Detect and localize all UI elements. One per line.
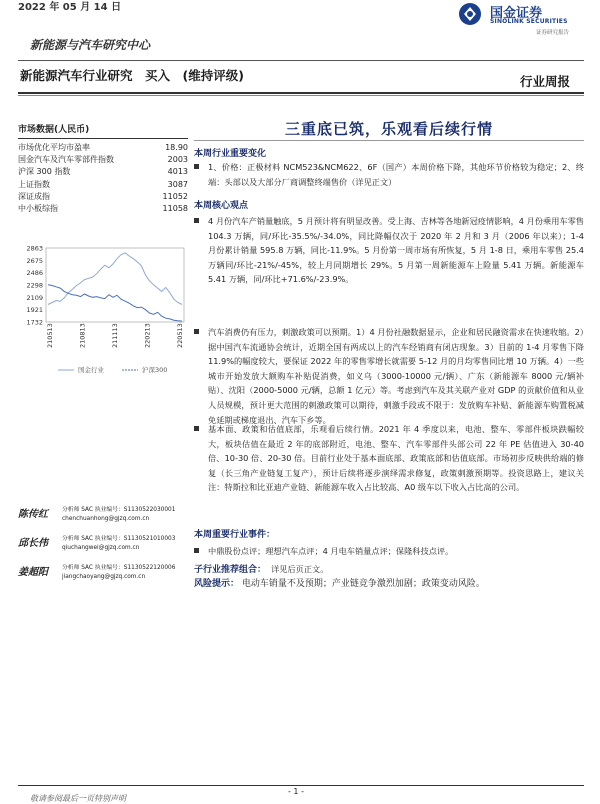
view-text-1: 4 月份汽车产销量触底，5 月预计将有明显改善。受上海、吉林等各地新冠疫情影响，4 月份乘用车零售 104.3 万辆，同/环比-35.5%/-34.0%，同比降幅仅次于 2020 年 2 月和 3 月（2006 年以来）；1-4 月份累计销量 595.8 万辆，同比-11.9%。5 月份第一周市场有所恢复，5 月 1-8 日，乘用车零售 25.4 万辆同/环比-21%/-45%，较上月同期增长 29%。5 月第一周新能源车上险量 5.41 万辆。新能源车 5.41 万辆，同/环比+71.6%/-23.9%。 — [208, 216, 584, 285]
x-tick-label: 211113 — [111, 323, 119, 348]
report-title: 三重底已筑，乐观看后续行情 — [284, 120, 493, 138]
market-row — [18, 142, 188, 154]
title-underline — [194, 140, 584, 141]
market-label: 沪深 300 指数 — [18, 167, 71, 177]
market-row — [18, 191, 188, 203]
title-divider — [18, 92, 584, 94]
y-tick-label: 2675 — [26, 256, 43, 265]
market-value: 11058 — [162, 204, 188, 214]
market-data — [18, 122, 188, 215]
events-item — [194, 544, 584, 558]
market-title: 市场数据(人民币) — [18, 125, 90, 135]
market-value: 2003 — [167, 155, 188, 165]
combo-line — [194, 557, 584, 577]
analyst-sac: 分析师 SAC 执业编号：S1130522120006 — [62, 565, 176, 571]
x-tick-label: 210513 — [46, 323, 54, 348]
analyst-name: 邱长伟 — [18, 538, 48, 549]
y-tick-label: 1921 — [26, 306, 43, 315]
analyst-email[interactable]: chenchuanhong@gjzq.com.cn — [62, 516, 150, 522]
market-label: 国金汽车及汽车零部件指数 — [18, 155, 114, 165]
market-row — [18, 179, 188, 191]
risk-label: 风险提示： — [194, 579, 240, 589]
x-tick-label: 220513 — [176, 323, 184, 348]
y-tick-label: 1732 — [26, 318, 43, 327]
risk-line — [194, 576, 584, 589]
section-events: 本周重要行业事件： — [194, 530, 276, 540]
chart-frame — [46, 248, 184, 322]
section-combo: 子行业推荐组合： — [194, 565, 267, 575]
view-text-2: 汽车消费仍有压力，刺激政策可以预期。1）4 月份社融数据显示，企业和居民融资需求在快速收缩。2）据中国汽车流通协会统计，近期全国有两成以上的汽车经销商有闭店现象。3）目前的 1-4 月零售下降 11.9%的幅度较大，要保证 2022 年的零售零增长就需要 5-12 月的月均零售同比增 10 万辆。4）一些城市开始发放大额购车补贴促消费，如义乌（3000-10000 元/辆）、广东（新能源车 8000 元/辆补贴）、沈阳（2000-5000 元/辆，总额 1 亿元）等。考虑到汽车及其关联产业对 GDP 的贡献价值和从业人员规模，预计更大范围的刺激政策可以期待，刺激手段或不限于：发放购车补贴、新能源车购置税减免延期或梯度退出、汽车下乡等。 — [208, 327, 584, 425]
logo-en: SINOLINK SECURITIES — [490, 18, 568, 25]
analyst-sac: 分析师 SAC 执业编号：S1130521010003 — [62, 536, 176, 542]
market-value: 11052 — [162, 191, 188, 201]
title-divider-thin — [18, 95, 584, 96]
bullet-icon — [194, 548, 199, 553]
bullet-icon — [194, 329, 199, 334]
view-item-3 — [194, 422, 584, 512]
x-tick-label: 220213 — [143, 323, 152, 348]
market-label: 市场优化平均市盈率 — [18, 143, 90, 152]
report-type: 行业周报 — [519, 74, 570, 89]
page-number: - 1 - — [288, 787, 304, 796]
events-text: 中鼎股份点评；理想汽车点评；4 月电车销量点评；保隆科技点评。 — [208, 546, 454, 556]
combo-text: 详见后页正文。 — [271, 564, 329, 574]
change-item — [194, 160, 584, 192]
market-value: 18.90 — [165, 143, 188, 152]
x-tick-label: 210813 — [78, 323, 87, 348]
bullet-icon — [194, 164, 199, 169]
series-line-1 — [48, 285, 182, 321]
analyst-sac: 分析师 SAC 执业编号：S1130522030001 — [62, 507, 176, 513]
bullet-icon — [194, 426, 199, 431]
market-row — [18, 166, 188, 178]
legend-label: 沪深300 — [142, 366, 168, 374]
research-center: 新能源与汽车研究中心 — [30, 38, 151, 52]
y-tick-label: 2863 — [26, 244, 43, 253]
legend-label: 国金行业 — [78, 366, 104, 374]
market-row — [18, 203, 188, 215]
section-core-views: 本周核心观点 — [194, 201, 249, 211]
company-logo — [458, 0, 588, 34]
logo-cn: 国金证券 — [490, 6, 543, 21]
y-tick-label: 2486 — [26, 269, 43, 278]
analyst-email[interactable]: qiuchangwei@gjzq.com.cn — [62, 545, 140, 551]
y-tick-label: 2298 — [26, 281, 43, 290]
report-line: 新能源汽车行业研究 买入 (维持评级) — [20, 68, 244, 83]
risk-text: 电动车销量不及预期；产业链竞争激烈加剧；政策变动风险。 — [241, 579, 485, 589]
market-row — [18, 154, 188, 166]
index-chart — [18, 240, 188, 385]
market-label: 深证成指 — [18, 191, 50, 201]
section-weekly-change: 本周行业重要变化 — [194, 149, 267, 159]
market-value: 4013 — [167, 167, 188, 177]
analyst-3 — [18, 563, 198, 593]
view-text-3: 基本面、政策和估值底部，乐观看后续行情。2021 年 4 季度以来，电池、整车、零部件板块跌幅较大，板块估值在最近 2 年的底部附近，电池、整车、汽车零部件头部公司 22 年 PE 估值进入 30-40 倍、10-30 倍、20-30 倍。目前行业处于基本面底部、政策底部和估值底部。市场初步反映供给端的修复（长三角产业链复工复产），预计后续将逐步演绎需求修复，政策刺激预期等。投资思路上，建议关注：特斯拉和比亚迪产业链、新能源车收入占比较高、A0 级车以下收入占比高的公司。 — [208, 424, 584, 493]
footer-note: 敬请参阅最后一页特别声明 — [30, 794, 126, 803]
market-label: 上证指数 — [18, 179, 50, 189]
logo-sub: 证券研究报告 — [536, 30, 570, 36]
market-value: 3087 — [167, 179, 188, 189]
analyst-2 — [18, 534, 198, 564]
view-item-1 — [194, 214, 584, 314]
analyst-name: 陈传红 — [18, 509, 48, 520]
market-divider — [18, 138, 188, 139]
footer-divider — [18, 785, 584, 786]
y-tick-label: 2109 — [26, 293, 43, 302]
change-text: 1、价格：正极材料 NCM523&NCM622、6F（国产）本周价格下降，其他环节价格较为稳定；2、终端：头部以及大部分厂商调整终端售价（详见正文） — [208, 162, 584, 187]
analyst-1 — [18, 505, 198, 535]
bullet-icon — [194, 218, 199, 223]
market-label: 中小板综指 — [18, 204, 58, 214]
analyst-name: 姜超阳 — [18, 567, 48, 578]
report-date: 2022 年 05 月 14 日 — [18, 2, 122, 13]
logo-mark-icon — [458, 2, 482, 26]
analyst-email[interactable]: jiangchaoyang@gjzq.com.cn — [62, 574, 146, 580]
header-divider — [18, 60, 584, 61]
